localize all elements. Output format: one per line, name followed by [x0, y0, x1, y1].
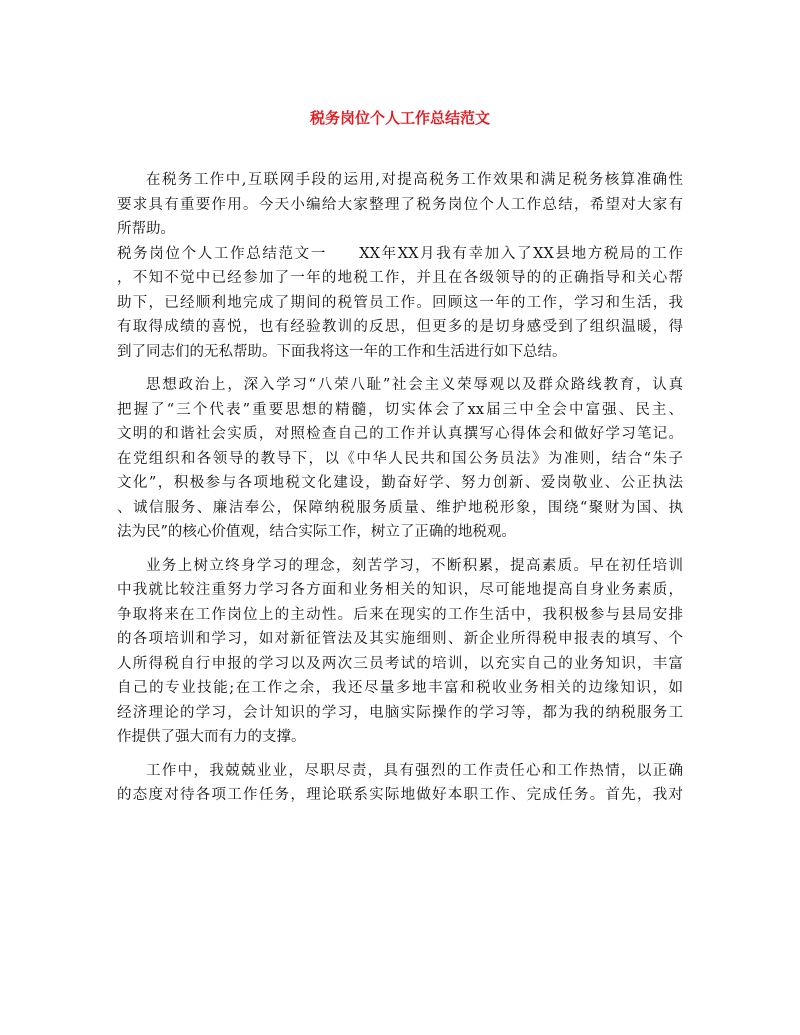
text-line: 所帮助。 — [117, 221, 175, 237]
text-line: 经济理论的学习，会计知识的学习，电脑实际操作的学习等，都为我的纳税服务工 — [117, 704, 683, 721]
text-line: 文化”，积极参与各项地税文化建设，勤奋好学、努力创新、爱岗敬业、公正执法 — [117, 475, 683, 491]
paragraph-political — [117, 373, 683, 545]
text-line: 在党组织和各领导的教导下，以《中华人民共和国公务员法》为准则，结合“朱子 — [117, 450, 683, 467]
text-line: 到了同志们的无私帮助。下面我将这一年的工作和生活进行如下总结。 — [117, 343, 567, 360]
document-body — [117, 168, 683, 808]
text-line: 在税务工作中,互联网手段的运用,对提高税务工作效果和满足税务核算准确性 — [146, 172, 683, 188]
text-line: 自己的专业技能;在工作之余，我还尽量多地丰富和税收业务相关的边缘知识，如 — [117, 680, 683, 696]
text-line: 要求具有重要作用。今天小编给大家整理了税务岗位个人工作总结，希望对大家有 — [117, 196, 683, 213]
text-line: 工作中，我兢兢业业，尽职尽责，具有强烈的工作责任心和工作热情，以正确 — [146, 762, 683, 779]
text-line: 的各项培训和学习，如对新征管法及其实施细则、新企业所得税申报表的填写、个 — [117, 631, 683, 647]
document-title: 税务岗位个人工作总结范文 — [309, 109, 490, 127]
text-line: 法为民”的核心价值观，结合实际工作，树立了正确的地税观。 — [117, 524, 516, 540]
text-line: 助下，已经顺利地完成了期间的税管员工作。回顾这一年的工作，学习和生活，我 — [117, 294, 683, 311]
paragraph-work — [117, 759, 683, 808]
paragraph-intro — [117, 168, 683, 242]
text-line: ，不知不觉中已经参加了一年的地税工作，并且在各级领导的的正确指导和关心帮 — [117, 270, 683, 286]
text-line: 文明的和谐社会实质，对照检查自己的工作并认真撰写心得体会和做好学习笔记。 — [117, 426, 683, 442]
text-line: 作提供了强大而有力的支撑。 — [117, 729, 306, 745]
text-line: 的态度对待各项工作任务，理论联系实际地做好本职工作、完成任务。首先，我对 — [117, 787, 683, 803]
text-line: 税务岗位个人工作总结范文一 XX年XX月我有幸加入了XX县地方税局的工作 — [117, 245, 683, 262]
text-line: 思想政治上，深入学习“八荣八耻”社会主义荣辱观以及群众路线教育，认真 — [146, 377, 683, 393]
text-line: 、诚信服务、廉洁奉公，保障纳税服务质量、维护地税形象，围绕“聚财为国、执 — [117, 499, 683, 516]
text-line: 把握了“三个代表”重要思想的精髓，切实体会了xx届三中全会中富强、民主、 — [117, 401, 683, 418]
paragraph-business — [117, 554, 683, 750]
text-line: 有取得成绩的喜悦，也有经验教训的反思，但更多的是切身感受到了组织温暖，得 — [117, 319, 683, 335]
text-line: 业务上树立终身学习的理念，刻苦学习，不断积累，提高素质。早在初任培训 — [146, 557, 683, 574]
text-line: 中我就比较注重努力学习各方面和业务相关的知识，尽可能地提高自身业务素质， — [117, 582, 683, 598]
text-line: 人所得税自行申报的学习以及两次三员考试的培训，以充实自己的业务知识，丰富 — [117, 655, 683, 672]
paragraph-section-one — [117, 242, 683, 365]
text-line: 争取将来在工作岗位上的主动性。后来在现实的工作生活中，我积极参与县局安排 — [117, 606, 683, 623]
